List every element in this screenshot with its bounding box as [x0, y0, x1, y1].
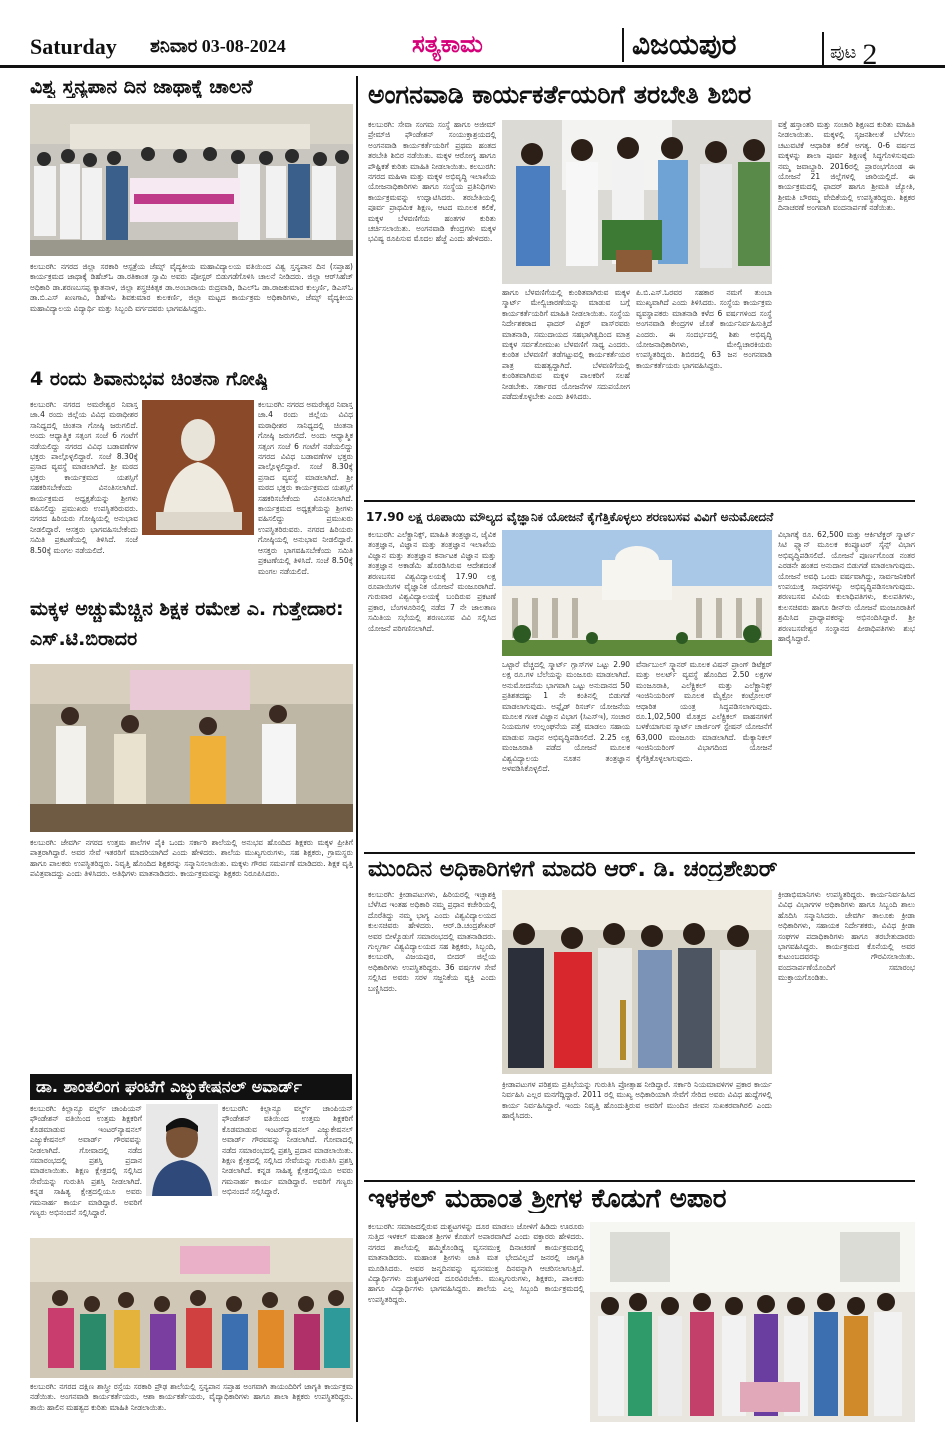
caption-school-event: ಕಲಬುರಗಿ: ನಗರದ ದಕ್ಷಿಣ ಶಾಸ್ತ್ರೀ ರಸ್ತೆಯ ಸರಕಾರಿ ಪ್ರೌಢ ಶಾಲೆಯಲ್ಲಿ ಸ್ತನ್ಯಪಾನ ಸಪ್ತಾಹ ಅಂಗವಾಗಿ ತಾಯಂದಿರಿಗೆ ಜಾಗೃತಿ ಕಾರ್ಯಕ್ರಮ ನಡೆಯಿತು. ಅಂಗನವಾಡಿ ಕಾರ್ಯಕರ್ತೆಯರು, ಆಶಾ ಕಾರ್ಯಕರ್ತೆಯರು, ವೈದ್ಯಾಧಿಕಾರಿಗಳು ಹಾಗೂ ಶಾಲಾ ಶಿಕ್ಷಕರು ಉಪಸ್ಥಿತರಿದ್ದರು. ತಾಯಿ ಹಾಲಿನ ಮಹತ್ವದ ಕುರಿತು ಮಾಹಿತಿ ನೀಡಲಾಯಿತು. [30, 1382, 353, 1412]
article-breastfeeding-body: ಕಲಬುರಗಿ: ನಗರದ ಜಿಲ್ಲಾ ಸರಕಾರಿ ಆಸ್ಪತ್ರೆಯ ಜೆಮ್ಸ್ ವೈದ್ಯಕೀಯ ಮಹಾವಿದ್ಯಾಲಯ ವತಿಯಿಂದ ವಿಶ್ವ ಸ್ತನ್ಯಪಾನ ದಿನ (ಸಪ್ತಾಹ) ಕಾರ್ಯಕ್ರಮದ ಜಾಥಾಕ್ಕೆ ಡಿಹೆಚ್ಓ ಡಾ.ರತಿಕಾಂತ ಸ್ವಾಮಿ ಅವರು ಪೋಸ್ಟರ್ ಬಿಡುಗಡೆಗೊಳಿಸಿ ಚಾಲನೆ ನೀಡಿದರು. ಜಿಲ್ಲಾ ಆರ್‌ಸಿಹೆಚ್ ಅಧಿಕಾರಿ ಡಾ.ಶರಣಬಸಪ್ಪ ಕ್ಯಾತನಾಳ, ಜಿಲ್ಲಾ ಶಸ್ತ್ರಚಿಕಿತ್ಸಕ ಡಾ.ಅಂಬಾರಾಯ ರುದ್ರವಾಡಿ, ಡಿಎಲ್ಓ ಡಾ.ರಾಜಕುಮಾರ ಕುಲ್ಕರ್ಣಿ, ಡಿಎಸ್ಓ ಡಾ.ಬಿ.ಎಸ್ ಖಣಗಾವಿ, ಡಿಹೆಇಓ ಶಿವಕುಮಾರ ಕುಲಕರ್ಣಿ, ಜಿಲ್ಲಾ ಮಟ್ಟದ ಕಾರ್ಯಕ್ರಮ ಅಧಿಕಾರಿಗಳು, ಜೆಮ್ಸ್ ವೈದ್ಯಕೀಯ ಮಹಾವಿದ್ಯಾಲಯ ವಿದ್ಯಾರ್ಥಿ ಮತ್ತು ಸಿಬ್ಬಂದಿ ವರ್ಗದವರು ಭಾಗವಹಿಸಿದ್ದರು. [30, 262, 353, 313]
article-yojane-body-4: ವಿಭಾಗಕ್ಕೆ ರೂ. 62,500 ಮತ್ತು ಆರ್ಕಿಟೆಕ್ಚರ್ ಸ್ಮಾರ್ಟ್ ಸಿಟಿ ಪ್ಲ್ಯಾನ್ ಮೂಲಕ ಕಂಪ್ಯೂಟರ್ ಸೈನ್ಸ್ ವಿಭಾಗ ಅಭಿವೃದ್ಧಿಪಡಿಸಲಿದೆ. ಯೋಜನೆ ಪೂರ್ಣಗೊಂಡ ನಂತರ ಎರಡನೇ ಹಂತದ ಅನುದಾನ ಬಿಡುಗಡೆ ಮಾಡಲಾಗುವುದು. ಯೋಜನೆ ಅವಧಿ ಒಂದು ವರ್ಷವಾಗಿದ್ದು, ಸಾರ್ವಜನಿಕರಿಗೆ ಉಪಯುಕ್ತ ಸಾಧನಗಳನ್ನು ಅಭಿವೃದ್ಧಿಪಡಿಸಲಾಗುವುದು. ಶರಣಬಸವ ವಿವಿಯ ಕುಲಾಧಿಪತಿಗಳು, ಕುಲಪತಿಗಳು, ಕುಲಸಚಿವರು ಹಾಗೂ ಡೀನ್‌ರು ಯೋಜನೆ ಮಂಜೂರಾತಿಗೆ ಶ್ರಮಿಸಿದ ಪ್ರಾಧ್ಯಾಪಕರನ್ನು ಅಭಿನಂದಿಸಿದ್ದಾರೆ. ಶ್ರೀ ಶರಣಬಸವೇಶ್ವರ ಸಂಸ್ಥಾನದ ಪೀಠಾಧಿಪತಿಗಳು ಶುಭ ಹಾರೈಸಿದ್ದಾರೆ. [778, 530, 915, 644]
section-divider [364, 500, 915, 502]
article-goshti-body: ಕಲಬುರಗಿ: ನಗರದ ಅಮರೇಶ್ವರ ನಿವಾಸ್ತ ಜಾ.4 ರಂದು ಜಿಲ್ಲೆಯ ವಿವಿಧ ಮಠಾಧೀಶರ ಸಾನಿಧ್ಯದಲ್ಲಿ ಚಿಂತನಾ ಗೋಷ್ಠಿ ಜರುಗಲಿದೆ. ಅಂದು ಆಧ್ಯಾತ್ಮಿಕ ಸತ್ಸಂಗ ಸಂಜೆ 6 ಗಂಟೆಗೆ ನಡೆಯಲಿದ್ದು ನಗರದ ವಿವಿಧ ಬಡಾವಣೆಗಳ ಭಕ್ತರು ಪಾಲ್ಗೊಳ್ಳಲಿದ್ದಾರೆ. ಸಂಜೆ 8.30ಕ್ಕೆ ಪ್ರಸಾದ ವ್ಯವಸ್ಥೆ ಮಾಡಲಾಗಿದೆ. ಶ್ರೀ ಮಠದ ಭಕ್ತರು ಕಾರ್ಯಕ್ರಮದ ಯಶಸ್ಸಿಗೆ ಸಹಕರಿಸಬೇಕೆಂದು ವಿನಂತಿಸಲಾಗಿದೆ. ಕಾರ್ಯಕ್ರಮದ ಅಧ್ಯಕ್ಷತೆಯನ್ನು ಶ್ರೀಗಳು ವಹಿಸಲಿದ್ದು ಪ್ರಮುಖರು ಉಪಸ್ಥಿತರಿರುವರು. ನಗರದ ಹಿರಿಯರು ಗೋಷ್ಠಿಯಲ್ಲಿ ಅನುಭಾವ ನೀಡಲಿದ್ದಾರೆ. ಆಸಕ್ತರು ಭಾಗವಹಿಸಬೇಕೆಂದು ಸಮಿತಿ ಪ್ರಕಟಣೆಯಲ್ಲಿ ತಿಳಿಸಿದೆ. ಸಂಜೆ 8.50ಕ್ಕೆ ಮಂಗಲ ನಡೆಯಲಿದೆ. [30, 400, 138, 555]
article-yojane-body-3: ವೆರ್ನಾಬುಲ್ ಸ್ಕ್ಯಾನರ್ ಮೂಲಕ ವಿಷನ್ ಪ್ರಾಂಗ್ ಡಿಟೆಕ್ಟರ್ ಮತ್ತು ಅಲರ್ಟ್ ವ್ಯವಸ್ಥೆ ಹೊಂದಿದ 2.50 ಲಕ್ಷಗಳ ಮಂಜೂರಾತಿ, ಎಲೆಕ್ಟ್ರಿಕಲ್ ಮತ್ತು ಎಲೆಕ್ಟ್ರಾನಿಕ್ಸ್ ಇಂಜಿನಿಯರಿಂಗ್ ಮೂಲಕ ಮೈಕ್ರೋ ಕಂಟ್ರೋಲರ್ ಆಧಾರಿತ ಯಂತ್ರ ಸಿದ್ಧಪಡಿಸಲಾಗುವುದು. ರೂ.1,02,500 ಮೊತ್ತದ ಎಲೆಕ್ಟ್ರಿಕಲ್ ವಾಹನಗಳಿಗೆ ಬಳಕೆಯಾಗುವ ಸ್ಮಾರ್ಟ್ ಚಾರ್ಜಿಂಗ್ ಸ್ಟೇಷನ್ ಯೋಜನೆಗೆ 63,000 ಮಂಜೂರು ಮಾಡಲಾಗಿದೆ. ಮೆಕ್ಯಾನಿಕಲ್ ಇಂಜಿನಿಯರಿಂಗ್ ವಿಭಾಗದಿಂದ ಯೋಜನೆ ಕೈಗೆತ್ತಿಕೊಳ್ಳಲಾಗುವುದು. [636, 660, 772, 763]
masthead-day: Saturday [30, 34, 117, 59]
headline-anganwadi: ಅಂಗನವಾಡಿ ಕಾರ್ಯಕರ್ತೆಯರಿಗೆ ತರಬೇತಿ ಶಿಬಿರ [368, 82, 752, 109]
photo-award-recipient [146, 1104, 218, 1196]
article-anganwadi-body-3: ಪಿ.ಬಿ.ಎಸ್.ಓರವರ ಸಹಕಾರ ನಮಗೆ ತುಂಬಾ ಮುಖ್ಯವಾಗಿದೆ ಎಂದು ತಿಳಿಸಿದರು. ಸಂಸ್ಥೆಯ ಕಾರ್ಯಕ್ರಮ ವ್ಯವಸ್ಥಾಪಕರು ಮಾತನಾಡಿ ಕಳೆದ 6 ವರ್ಷಗಳಿಂದ ಸಂಸ್ಥೆ ಅಂಗನವಾಡಿ ಕೇಂದ್ರಗಳ ಜೊತೆ ಕಾರ್ಯನಿರ್ವಹಿಸುತ್ತಿದೆ ಎಂದರು. ಈ ಸಂದರ್ಭದಲ್ಲಿ ಶಿಶು ಅಭಿವೃದ್ಧಿ ಯೋಜನಾಧಿಕಾರಿಗಳು, ಮೇಲ್ವಿಚಾರಕಿಯರು ಉಪಸ್ಥಿತರಿದ್ದರು. ಶಿಬಿರದಲ್ಲಿ 63 ಜನ ಅಂಗನವಾಡಿ ಕಾರ್ಯಕರ್ತೆಯರು ಭಾಗವಹಿಸಿದ್ದರು. [636, 288, 772, 370]
headline-award: ಡಾ. ಶಾಂತಲಿಂಗ ಘಂಟೆಗೆ ಎಜ್ಯುಕೇಷನಲ್ ಅವಾರ್ಡ್ [30, 1074, 352, 1100]
article-yojane-body-1: ಕಲಬುರಗಿ: ಎಲೆಕ್ಟ್ರಾನಿಕ್ಸ್, ಮಾಹಿತಿ ತಂತ್ರಜ್ಞಾನ, ಜೈವಿಕ ತಂತ್ರಜ್ಞಾನ, ವಿಜ್ಞಾನ ಮತ್ತು ತಂತ್ರಜ್ಞಾನ ಇಲಾಖೆಯ ವಿಜ್ಞಾನ ಮತ್ತು ತಂತ್ರಜ್ಞಾನ ಕರ್ನಾಟಕ ವಿಜ್ಞಾನ ಮತ್ತು ತಂತ್ರಜ್ಞಾನ ಅಕಾಡೆಮಿ ಹೊರಡಿಸಿರುವ ಆದೇಶದಂತೆ ಶರಣಬಸವ ವಿಶ್ವವಿದ್ಯಾಲಯಕ್ಕೆ 17.90 ಲಕ್ಷ ರೂಪಾಯಿಗಳ ವೈಜ್ಞಾನಿಕ ಯೋಜನೆ ಮಂಜೂರಾಗಿದೆ. ಗುರುವಾರ ವಿಶ್ವವಿದ್ಯಾಲಯಕ್ಕೆ ಬಂದಿರುವ ಪ್ರಕಟಣೆ ಪ್ರಕಾರ, ಬೆಂಗಳೂರಿನಲ್ಲಿ ನಡೆದ 7 ನೇ ಜಾಲತಾಣ ಸಮಿತಿಯ ಸಭೆಯಲ್ಲಿ ಶರಣಬಸವ ವಿವಿ ಸಲ್ಲಿಸಿದ ಯೋಜನೆ ಪರಿಗಣಿಸಲಾಗಿದೆ. [368, 530, 496, 633]
masthead-date: ಶನಿವಾರ 03-08-2024 [150, 36, 286, 56]
section-divider-2 [364, 852, 915, 854]
article-teacher-body: ಕಲಬುರಗಿ: ಜೇವರ್ಗಿ ನಗರದ ಉತ್ತಮ ಶಾಲೆಗಳ ಪೈಕಿ ಒಂದು ಸರ್ಕಾರಿ ಶಾಲೆಯಲ್ಲಿ ಅನುಭವ ಹೊಂದಿದ ಶಿಕ್ಷಕರು ಮಕ್ಕಳ ಪ್ರೀತಿಗೆ ಪಾತ್ರರಾಗಿದ್ದಾರೆ. ಅವರ ಸೇವೆ ಇತರರಿಗೆ ಮಾದರಿಯಾಗಿದೆ ಎಂದು ಹೇಳಿದರು. ಶಾಲೆಯ ಮುಖ್ಯಗುರುಗಳು, ಸಹ ಶಿಕ್ಷಕರು, ಗ್ರಾಮಸ್ಥರು ಹಾಗೂ ಪಾಲಕರು ಉಪಸ್ಥಿತರಿದ್ದರು. ನಿವೃತ್ತಿ ಹೊಂದಿದ ಶಿಕ್ಷಕರನ್ನು ಸನ್ಮಾನಿಸಲಾಯಿತು. ಮಕ್ಕಳು ಗೌರವ ಸಮರ್ಪಣೆ ಮಾಡಿದರು. ಶಿಕ್ಷಕ ವೃತ್ತಿ ಪವಿತ್ರವಾದದ್ದು ಎಂದು ತಿಳಿಸಿದರು. ಅತಿಥಿಗಳು ಮಾತನಾಡಿದರು. ಕಾರ್ಯಕ್ರಮವನ್ನು ಶಿಕ್ಷಕರು ನಿರೂಪಿಸಿದರು. [30, 838, 353, 879]
article-chandrashekhar-body-2: ಕ್ರೀಡಾಪಟುಗಳ ಪರಿಶ್ರಮ ಪ್ರತಿಭೆಯನ್ನು ಗುರುತಿಸಿ ಪ್ರೋತ್ಸಾಹ ನೀಡಿದ್ದಾರೆ. ಸರ್ಕಾರಿ ನಿಯಮಾವಳಿಗಳ ಪ್ರಕಾರ ಕಾರ್ಯ ನಿರ್ವಹಿಸಿ ಎಲ್ಲರ ಮನಗೆದ್ದಿದ್ದಾರೆ. 2011 ರಲ್ಲಿ ಮುಖ್ಯ ಅಧಿಕಾರಿಯಾಗಿ ಸೇವೆಗೆ ಸೇರಿದ ಅವರು ವಿವಿಧ ಹುದ್ದೆಗಳಲ್ಲಿ ಕಾರ್ಯ ನಿರ್ವಹಿಸಿದ್ದಾರೆ. ಇಂದು ನಿವೃತ್ತಿ ಹೊಂದುತ್ತಿರುವ ಅವರಿಗೆ ಮುಂದಿನ ಜೀವನ ಸುಖಕರವಾಗಿರಲಿ ಎಂದು ಹಾರೈಸಿದರು. [502, 1080, 772, 1121]
photo-anganwadi-training [502, 120, 772, 284]
headline-chandrashekhar: ಮುಂದಿನ ಅಧಿಕಾರಿಗಳಿಗೆ ಮಾದರಿ ಆರ್. ಡಿ. ಚಂದ್ರಶೇಖರ್ [368, 858, 778, 882]
article-goshti-body-cont: ಕಲಬುರಗಿ: ನಗರದ ಅಮರೇಶ್ವರ ನಿವಾಸ್ತ ಜಾ.4 ರಂದು ಜಿಲ್ಲೆಯ ವಿವಿಧ ಮಠಾಧೀಶರ ಸಾನಿಧ್ಯದಲ್ಲಿ ಚಿಂತನಾ ಗೋಷ್ಠಿ ಜರುಗಲಿದೆ. ಅಂದು ಆಧ್ಯಾತ್ಮಿಕ ಸತ್ಸಂಗ ಸಂಜೆ 6 ಗಂಟೆಗೆ ನಡೆಯಲಿದ್ದು ನಗರದ ವಿವಿಧ ಬಡಾವಣೆಗಳ ಭಕ್ತರು ಪಾಲ್ಗೊಳ್ಳಲಿದ್ದಾರೆ. ಸಂಜೆ 8.30ಕ್ಕೆ ಪ್ರಸಾದ ವ್ಯವಸ್ಥೆ ಮಾಡಲಾಗಿದೆ. ಶ್ರೀ ಮಠದ ಭಕ್ತರು ಕಾರ್ಯಕ್ರಮದ ಯಶಸ್ಸಿಗೆ ಸಹಕರಿಸಬೇಕೆಂದು ವಿನಂತಿಸಲಾಗಿದೆ. ಕಾರ್ಯಕ್ರಮದ ಅಧ್ಯಕ್ಷತೆಯನ್ನು ಶ್ರೀಗಳು ವಹಿಸಲಿದ್ದು ಪ್ರಮುಖರು ಉಪಸ್ಥಿತರಿರುವರು. ನಗರದ ಹಿರಿಯರು ಗೋಷ್ಠಿಯಲ್ಲಿ ಅನುಭಾವ ನೀಡಲಿದ್ದಾರೆ. ಆಸಕ್ತರು ಭಾಗವಹಿಸಬೇಕೆಂದು ಸಮಿತಿ ಪ್ರಕಟಣೆಯಲ್ಲಿ ತಿಳಿಸಿದೆ. ಸಂಜೆ 8.50ಕ್ಕೆ ಮಂಗಲ ನಡೆಯಲಿದೆ. [258, 400, 353, 576]
photo-farewell-ceremony [502, 890, 772, 1074]
masthead-brand: ಸತ್ಯಕಾಮ [412, 30, 483, 58]
column-divider [356, 76, 358, 1422]
section-divider-3 [364, 1180, 915, 1182]
photo-university-building [502, 530, 772, 656]
masthead-page [822, 32, 878, 71]
photo-school-event [30, 1238, 353, 1378]
masthead-city: ವಿಜಯಪುರ [622, 28, 736, 62]
headline-goshti: 4 ರಂದು ಶಿವಾನುಭವ ಚಿಂತನಾ ಗೋಷ್ಠಿ [30, 370, 268, 390]
photo-breastfeeding-rally [30, 104, 353, 256]
headline-breastfeeding: ವಿಶ್ವ ಸ್ತನ್ಯಪಾನ ದಿನ ಜಾಥಾಕ್ಕೆ ಚಾಲನೆ [30, 78, 253, 98]
headline-teacher: ಮಕ್ಕಳ ಅಚ್ಚುಮೆಚ್ಚಿನ ಶಿಕ್ಷಕ ರಮೇಶ ಎ. ಗುತ್ತೇದಾರ: ಎಸ್.ಟಿ.ಬಿರಾದರ [30, 598, 344, 650]
photo-swamiji-statue [142, 400, 254, 535]
page-number: 2 [862, 38, 878, 71]
article-chandrashekhar-body-3: ಕ್ರೀಡಾಭಿಮಾನಿಗಳು ಉಪಸ್ಥಿತರಿದ್ದರು. ಕಾರ್ಯನಿರ್ವಹಿಸಿದ ವಿವಿಧ ವಿಭಾಗಗಳ ಅಧಿಕಾರಿಗಳು ಹಾಗೂ ಸಿಬ್ಬಂದಿ ಶಾಲು ಹೊದಿಸಿ ಸನ್ಮಾನಿಸಿದರು. ಜೇವರ್ಗಿ ತಾಲೂಕು ಕ್ರೀಡಾ ಅಧಿಕಾರಿಗಳು, ಸಹಾಯಕ ನಿರ್ದೇಶಕರು, ವಿವಿಧ ಕ್ರೀಡಾ ಸಂಘಗಳ ಪದಾಧಿಕಾರಿಗಳು ಹಾಗೂ ತರಬೇತುದಾರರು ಭಾಗವಹಿಸಿದ್ದರು. ಕಾರ್ಯಕ್ರಮದ ಕೊನೆಯಲ್ಲಿ ಅವರ ಕುಟುಂಬದವರನ್ನು ಗೌರವಿಸಲಾಯಿತು. ವಂದನಾರ್ಪಣೆಯೊಂದಿಗೆ ಸಮಾರಂಭ ಮುಕ್ತಾಯಗೊಂಡಿತು. [778, 890, 915, 983]
photo-teacher-felicitation [30, 664, 353, 832]
article-anganwadi-body-2: ಹಾಗೂ ಬೆಳವಣಿಗೆಯಲ್ಲಿ ಕುಂಠಿತವಾಗಿರುವ ಮಕ್ಕಳ ಸ್ಮಾರ್ಟ್ ಮೇಲ್ವಿಚಾರಣೆಯನ್ನು ಮಾಡುವ ಬಗ್ಗೆ ಕಾರ್ಯಕರ್ತೆಯರಿಗೆ ಮಾಹಿತಿ ನೀಡಲಾಯಿತು. ಸಂಸ್ಥೆಯ ನಿರ್ದೇಶಕರಾದ ಫಾದರ್ ವಿಕ್ಟರ್ ವಾಸ್‌ರವರು ಮಾತನಾಡಿ, ಸಮುದಾಯದ ಸಹಭಾಗಿತ್ವದಿಂದ ಮಾತ್ರ ಮಕ್ಕಳ ಸರ್ವತೋಮುಖ ಬೆಳವಣಿಗೆ ಸಾಧ್ಯ ಎಂದರು. ಕುಂಠಿತ ಬೆಳವಣಿಗೆ ತಡೆಗಟ್ಟುವಲ್ಲಿ ಕಾರ್ಯಕರ್ತೆಯರ ಪಾತ್ರ ಮಹತ್ವದ್ದಾಗಿದೆ. ಬೆಳವಣಿಗೆಯಲ್ಲಿ ಕುಂಠಿತವಾಗಿರುವ ಮಕ್ಕಳ ಪಾಲಕರಿಗೆ ಸಲಹೆ ನೀಡಬೇಕು. ಸರ್ಕಾರದ ಯೋಜನೆಗಳ ಸದುಪಯೋಗ ಪಡೆದುಕೊಳ್ಳಬೇಕು ಎಂದು ತಿಳಿಸಿದರು. [502, 288, 630, 402]
photo-ilkal-gathering [590, 1222, 915, 1422]
headline-yojane: 17.90 ಲಕ್ಷ ರೂಪಾಯಿ ಮೌಲ್ಯದ ವೈಜ್ಞಾನಿಕ ಯೋಜನೆ ಕೈಗೆತ್ತಿಕೊಳ್ಳಲು ಶರಣಬಸವ ವಿವಿಗೆ ಅನುಮೋದನೆ [366, 510, 774, 524]
article-award-body-cont: ಕಲಬುರಗಿ: ಕಿಲ್ಲಾನ್ಯೂ ವರ್ಲ್ಡ್ ಚಾಂಪಿಯನ್ ಫೌಂಡೇಶನ್ ವತಿಯಿಂದ ಉತ್ತಮ ಶಿಕ್ಷಕರಿಗೆ ಕೊಡಮಾಡುವ ಇಂಟರ್‌ನ್ಯಾಷನಲ್ ಎಜ್ಯುಕೇಷನಲ್ ಅವಾರ್ಡ್ ಗೌರವವನ್ನು ನೀಡಲಾಗಿದೆ. ಗೋವಾದಲ್ಲಿ ನಡೆದ ಸಮಾರಂಭದಲ್ಲಿ ಪ್ರಶಸ್ತಿ ಪ್ರದಾನ ಮಾಡಲಾಯಿತು. ಶಿಕ್ಷಣ ಕ್ಷೇತ್ರದಲ್ಲಿ ಸಲ್ಲಿಸಿದ ಸೇವೆಯನ್ನು ಗುರುತಿಸಿ ಪ್ರಶಸ್ತಿ ನೀಡಲಾಗಿದೆ. ಕನ್ನಡ ಸಾಹಿತ್ಯ ಕ್ಷೇತ್ರದಲ್ಲಿಯೂ ಅವರು ಗಮನಾರ್ಹ ಕಾರ್ಯ ಮಾಡಿದ್ದಾರೆ. ಅವರಿಗೆ ಗಣ್ಯರು ಅಭಿನಂದನೆ ಸಲ್ಲಿಸಿದ್ದಾರೆ. [222, 1104, 353, 1197]
article-ilkal-body: ಕಲಬುರಗಿ: ಸಮಾಜದಲ್ಲಿರುವ ದುಶ್ಚಟಗಳನ್ನು ದೂರ ಮಾಡಲು ಜೋಳಿಗೆ ಹಿಡಿದು ಊರೂರು ಸುತ್ತಿದ ಇಳಕಲ್ ಮಹಾಂತ ಶ್ರೀಗಳ ಕೊಡುಗೆ ಅಪಾರವಾಗಿದೆ ಎಂದು ವಕ್ತಾರರು ಹೇಳಿದರು. ನಗರದ ಶಾಲೆಯಲ್ಲಿ ಹಮ್ಮಿಕೊಂಡಿದ್ದ ವ್ಯಸನಮುಕ್ತ ದಿನಾಚರಣೆ ಕಾರ್ಯಕ್ರಮದಲ್ಲಿ ಮಾತನಾಡಿದರು. ಮಹಾಂತ ಶ್ರೀಗಳು ಜಾತಿ ಮತ ಭೇದವಿಲ್ಲದೆ ಜನರಲ್ಲಿ ಜಾಗೃತಿ ಮೂಡಿಸಿದರು. ಅವರ ಜನ್ಮದಿನವನ್ನು ವ್ಯಸನಮುಕ್ತ ದಿನವನ್ನಾಗಿ ಆಚರಿಸಲಾಗುತ್ತಿದೆ. ವಿದ್ಯಾರ್ಥಿಗಳು ದುಶ್ಚಟಗಳಿಂದ ದೂರವಿರಬೇಕು. ಮುಖ್ಯಗುರುಗಳು, ಶಿಕ್ಷಕರು, ಪಾಲಕರು ಹಾಗೂ ವಿದ್ಯಾರ್ಥಿಗಳು ಭಾಗವಹಿಸಿದ್ದರು. ಶಾಲೆಯ ಎಲ್ಲ ಸಿಬ್ಬಂದಿ ಕಾರ್ಯಕ್ರಮದಲ್ಲಿ ಉಪಸ್ಥಿತರಿದ್ದರು. [368, 1222, 584, 1304]
article-chandrashekhar-body-1: ಕಲಬುರಗಿ: ಕ್ರೀಡಾಪಟುಗಳು, ಹಿರಿಯರಲ್ಲಿ ಇಚ್ಛಾಶಕ್ತಿ ಬೆಳೆಸಿದ ಇಂತಹ ಅಧಿಕಾರಿ ನಮ್ಮ ಪ್ರಧಾನ ಕಚೇರಿಯಲ್ಲಿ ದೊರೆತಿದ್ದು ನಮ್ಮ ಭಾಗ್ಯ ಎಂದು ವಿಶ್ವವಿದ್ಯಾಲಯದ ಕುಲಸಚಿವರು ಹೇಳಿದರು. ಆರ್.ಡಿ.ಚಂದ್ರಶೇಖರ್ ಅವರ ಬೀಳ್ಕೊಡುಗೆ ಸಮಾರಂಭದಲ್ಲಿ ಮಾತನಾಡಿದರು. ಗುಲ್ಬರ್ಗಾ ವಿಶ್ವವಿದ್ಯಾಲಯದ ಸಹ ಶಿಕ್ಷಕರು, ಸಿಬ್ಬಂದಿ, ಕಲಬುರಗಿ, ವಿಜಯಪುರ, ಬೀದರ್ ಜಿಲ್ಲೆಯ ಅಧಿಕಾರಿಗಳು ಉಪಸ್ಥಿತರಿದ್ದರು. 36 ವರ್ಷಗಳ ಸೇವೆ ಸಲ್ಲಿಸಿದ ಅವರು ಸರಳ ಸಜ್ಜನಿಕೆಯ ವ್ಯಕ್ತಿ ಎಂದು ಬಣ್ಣಿಸಿದರು. [368, 890, 496, 993]
page-label: ಪುಟ [830, 42, 857, 63]
article-yojane-body-2: ಒಟ್ಟಾರೆ ವೆಚ್ಚದಲ್ಲಿ ಸ್ಮಾರ್ಟ್ ಗ್ಲಾಸ್‌ಗಳ ಒಟ್ಟು 2.90 ಲಕ್ಷ ರೂ.ಗಳ ಬೆಲೆಯನ್ನು ಮಂಜೂರು ಮಾಡಲಾಗಿದೆ. ಅನುಮೋದನೆಯ ಭಾಗವಾಗಿ ಒಟ್ಟು ಅನುದಾನದ 50 ಪ್ರತಿಶತದಷ್ಟು 1 ನೇ ಕಂತಿನಲ್ಲಿ ಬಿಡುಗಡೆ ಮಾಡಲಾಗುವುದು. ಅಪ್ಲೈಡ್ ರಿಸರ್ಚ್ ಯೋಜನೆಯ ಮೂಲಕ ಗಣಕ ವಿಜ್ಞಾನ ವಿಭಾಗ (ಸಿಎಸ್‌ಇ), ಸಂಚಾರ ನಿಯಮಗಳ ಉಲ್ಲಂಘನೆಯ ಪತ್ತೆ ಮಾಡಲು ಸಹಾಯ ಮಾಡುವ ಸಾಧನ ಅಭಿವೃದ್ಧಿಪಡಿಸಲಿದೆ. 2.25 ಲಕ್ಷ ಮಂಜೂರಾತಿ ಪಡೆದ ಯೋಜನೆ ಮೂಲಕ ವಿಶ್ವವಿದ್ಯಾಲಯ ನೂತನ ತಂತ್ರಜ್ಞಾನ ಅಳವಡಿಸಿಕೊಳ್ಳಲಿದೆ. [502, 660, 630, 774]
masthead [0, 0, 945, 71]
article-award-body: ಕಲಬುರಗಿ: ಕಿಲ್ಲಾನ್ಯೂ ವರ್ಲ್ಡ್ ಚಾಂಪಿಯನ್ ಫೌಂಡೇಶನ್ ವತಿಯಿಂದ ಉತ್ತಮ ಶಿಕ್ಷಕರಿಗೆ ಕೊಡಮಾಡುವ ಇಂಟರ್‌ನ್ಯಾಷನಲ್ ಎಜ್ಯುಕೇಷನಲ್ ಅವಾರ್ಡ್ ಗೌರವವನ್ನು ನೀಡಲಾಗಿದೆ. ಗೋವಾದಲ್ಲಿ ನಡೆದ ಸಮಾರಂಭದಲ್ಲಿ ಪ್ರಶಸ್ತಿ ಪ್ರದಾನ ಮಾಡಲಾಯಿತು. ಶಿಕ್ಷಣ ಕ್ಷೇತ್ರದಲ್ಲಿ ಸಲ್ಲಿಸಿದ ಸೇವೆಯನ್ನು ಗುರುತಿಸಿ ಪ್ರಶಸ್ತಿ ನೀಡಲಾಗಿದೆ. ಕನ್ನಡ ಸಾಹಿತ್ಯ ಕ್ಷೇತ್ರದಲ್ಲಿಯೂ ಅವರು ಗಮನಾರ್ಹ ಕಾರ್ಯ ಮಾಡಿದ್ದಾರೆ. ಅವರಿಗೆ ಗಣ್ಯರು ಅಭಿನಂದನೆ ಸಲ್ಲಿಸಿದ್ದಾರೆ. [30, 1104, 142, 1218]
headline-ilkal: ಇಳಕಲ್ ಮಹಾಂತ ಶ್ರೀಗಳ ಕೊಡುಗೆ ಅಪಾರ [368, 1186, 727, 1214]
article-anganwadi-body-4: ವಕ್ತೆ ಹಸ್ತಾಂತರಿ ಮತ್ತು ಸಂಚಾರಿ ಶಿಕ್ಷಣದ ಕುರಿತು ಮಾಹಿತಿ ನೀಡಲಾಯಿತು. ಮಕ್ಕಳಲ್ಲಿ ಸೃಜನಶೀಲತೆ ಬೆಳೆಸಲು ಚಟುವಟಿಕೆ ಆಧಾರಿತ ಕಲಿಕೆ ಅಗತ್ಯ. 0-6 ವರ್ಷದ ಮಕ್ಕಳನ್ನು ಶಾಲಾ ಪೂರ್ವ ಶಿಕ್ಷಣಕ್ಕೆ ಸಿದ್ಧಗೊಳಿಸುವುದು ನಮ್ಮ ಜವಾಬ್ದಾರಿ. 2016ರಲ್ಲಿ ಪ್ರಾರಂಭಗೊಂಡ ಈ ಯೋಜನೆ 21 ಜಿಲ್ಲೆಗಳಲ್ಲಿ ಜಾರಿಯಲ್ಲಿದೆ. ಈ ಕಾರ್ಯಕ್ರಮದಲ್ಲಿ ಫಾದರ್ ಹಾಗೂ ಶ್ರೀಮತಿ ಜ್ಯೋತಿ, ಶ್ರೀಮತಿ ಬೌರಮ್ಮ ವೇದಿಕೆಯಲ್ಲಿ ಉಪಸ್ಥಿತರಿದ್ದರು. ಶಿಕ್ಷಕರ ದಿನಾಚರಣೆ ಅಂಗವಾಗಿ ವಂದನಾರ್ಪಣೆ ನಡೆಯಿತು. [778, 120, 915, 213]
article-anganwadi-body-1: ಕಲಬುರಗಿ: ಸೇವಾ ಸಂಗಮ ಸಂಸ್ಥೆ ಹಾಗೂ ಅಜೀಮ್ ಪ್ರೇಮ್‌ಜಿ ಫೌಂಡೇಶನ್ ಸಂಯುಕ್ತಾಶ್ರಯದಲ್ಲಿ ಅಂಗನವಾಡಿ ಕಾರ್ಯಕರ್ತೆಯರಿಗೆ ಪ್ರಥಮ ಹಂತದ ತರಬೇತಿ ಶಿಬಿರ ನಡೆಯಿತು. ಮಕ್ಕಳ ಆರೋಗ್ಯ ಹಾಗೂ ಪೌಷ್ಟಿಕತೆ ಕುರಿತು ಮಾಹಿತಿ ನೀಡಲಾಯಿತು. ಕಲಬುರಗಿ: ನಗರದ ಮಹಿಳಾ ಮತ್ತು ಮಕ್ಕಳ ಅಭಿವೃದ್ಧಿ ಇಲಾಖೆಯ ಯೋಜನಾಧಿಕಾರಿಗಳು ಹಾಗೂ ಸಂಸ್ಥೆಯ ಪ್ರತಿನಿಧಿಗಳು ಕಾರ್ಯಕ್ರಮವನ್ನು ಉದ್ಘಾಟಿಸಿದರು. ತರಬೇತಿಯಲ್ಲಿ ಪೂರ್ವ ಪ್ರಾಥಮಿಕ ಶಿಕ್ಷಣ, ಆಟದ ಮೂಲಕ ಕಲಿಕೆ, ಮಕ್ಕಳ ಬೆಳವಣಿಗೆಯ ಹಂತಗಳ ಕುರಿತು ಚರ್ಚಿಸಲಾಯಿತು. ಅಂಗನವಾಡಿ ಕೇಂದ್ರಗಳು ಮಕ್ಕಳ ಭವಿಷ್ಯ ರೂಪಿಸುವ ಮೊದಲ ಹೆಜ್ಜೆ ಎಂದು ಹೇಳಿದರು. [368, 120, 496, 244]
